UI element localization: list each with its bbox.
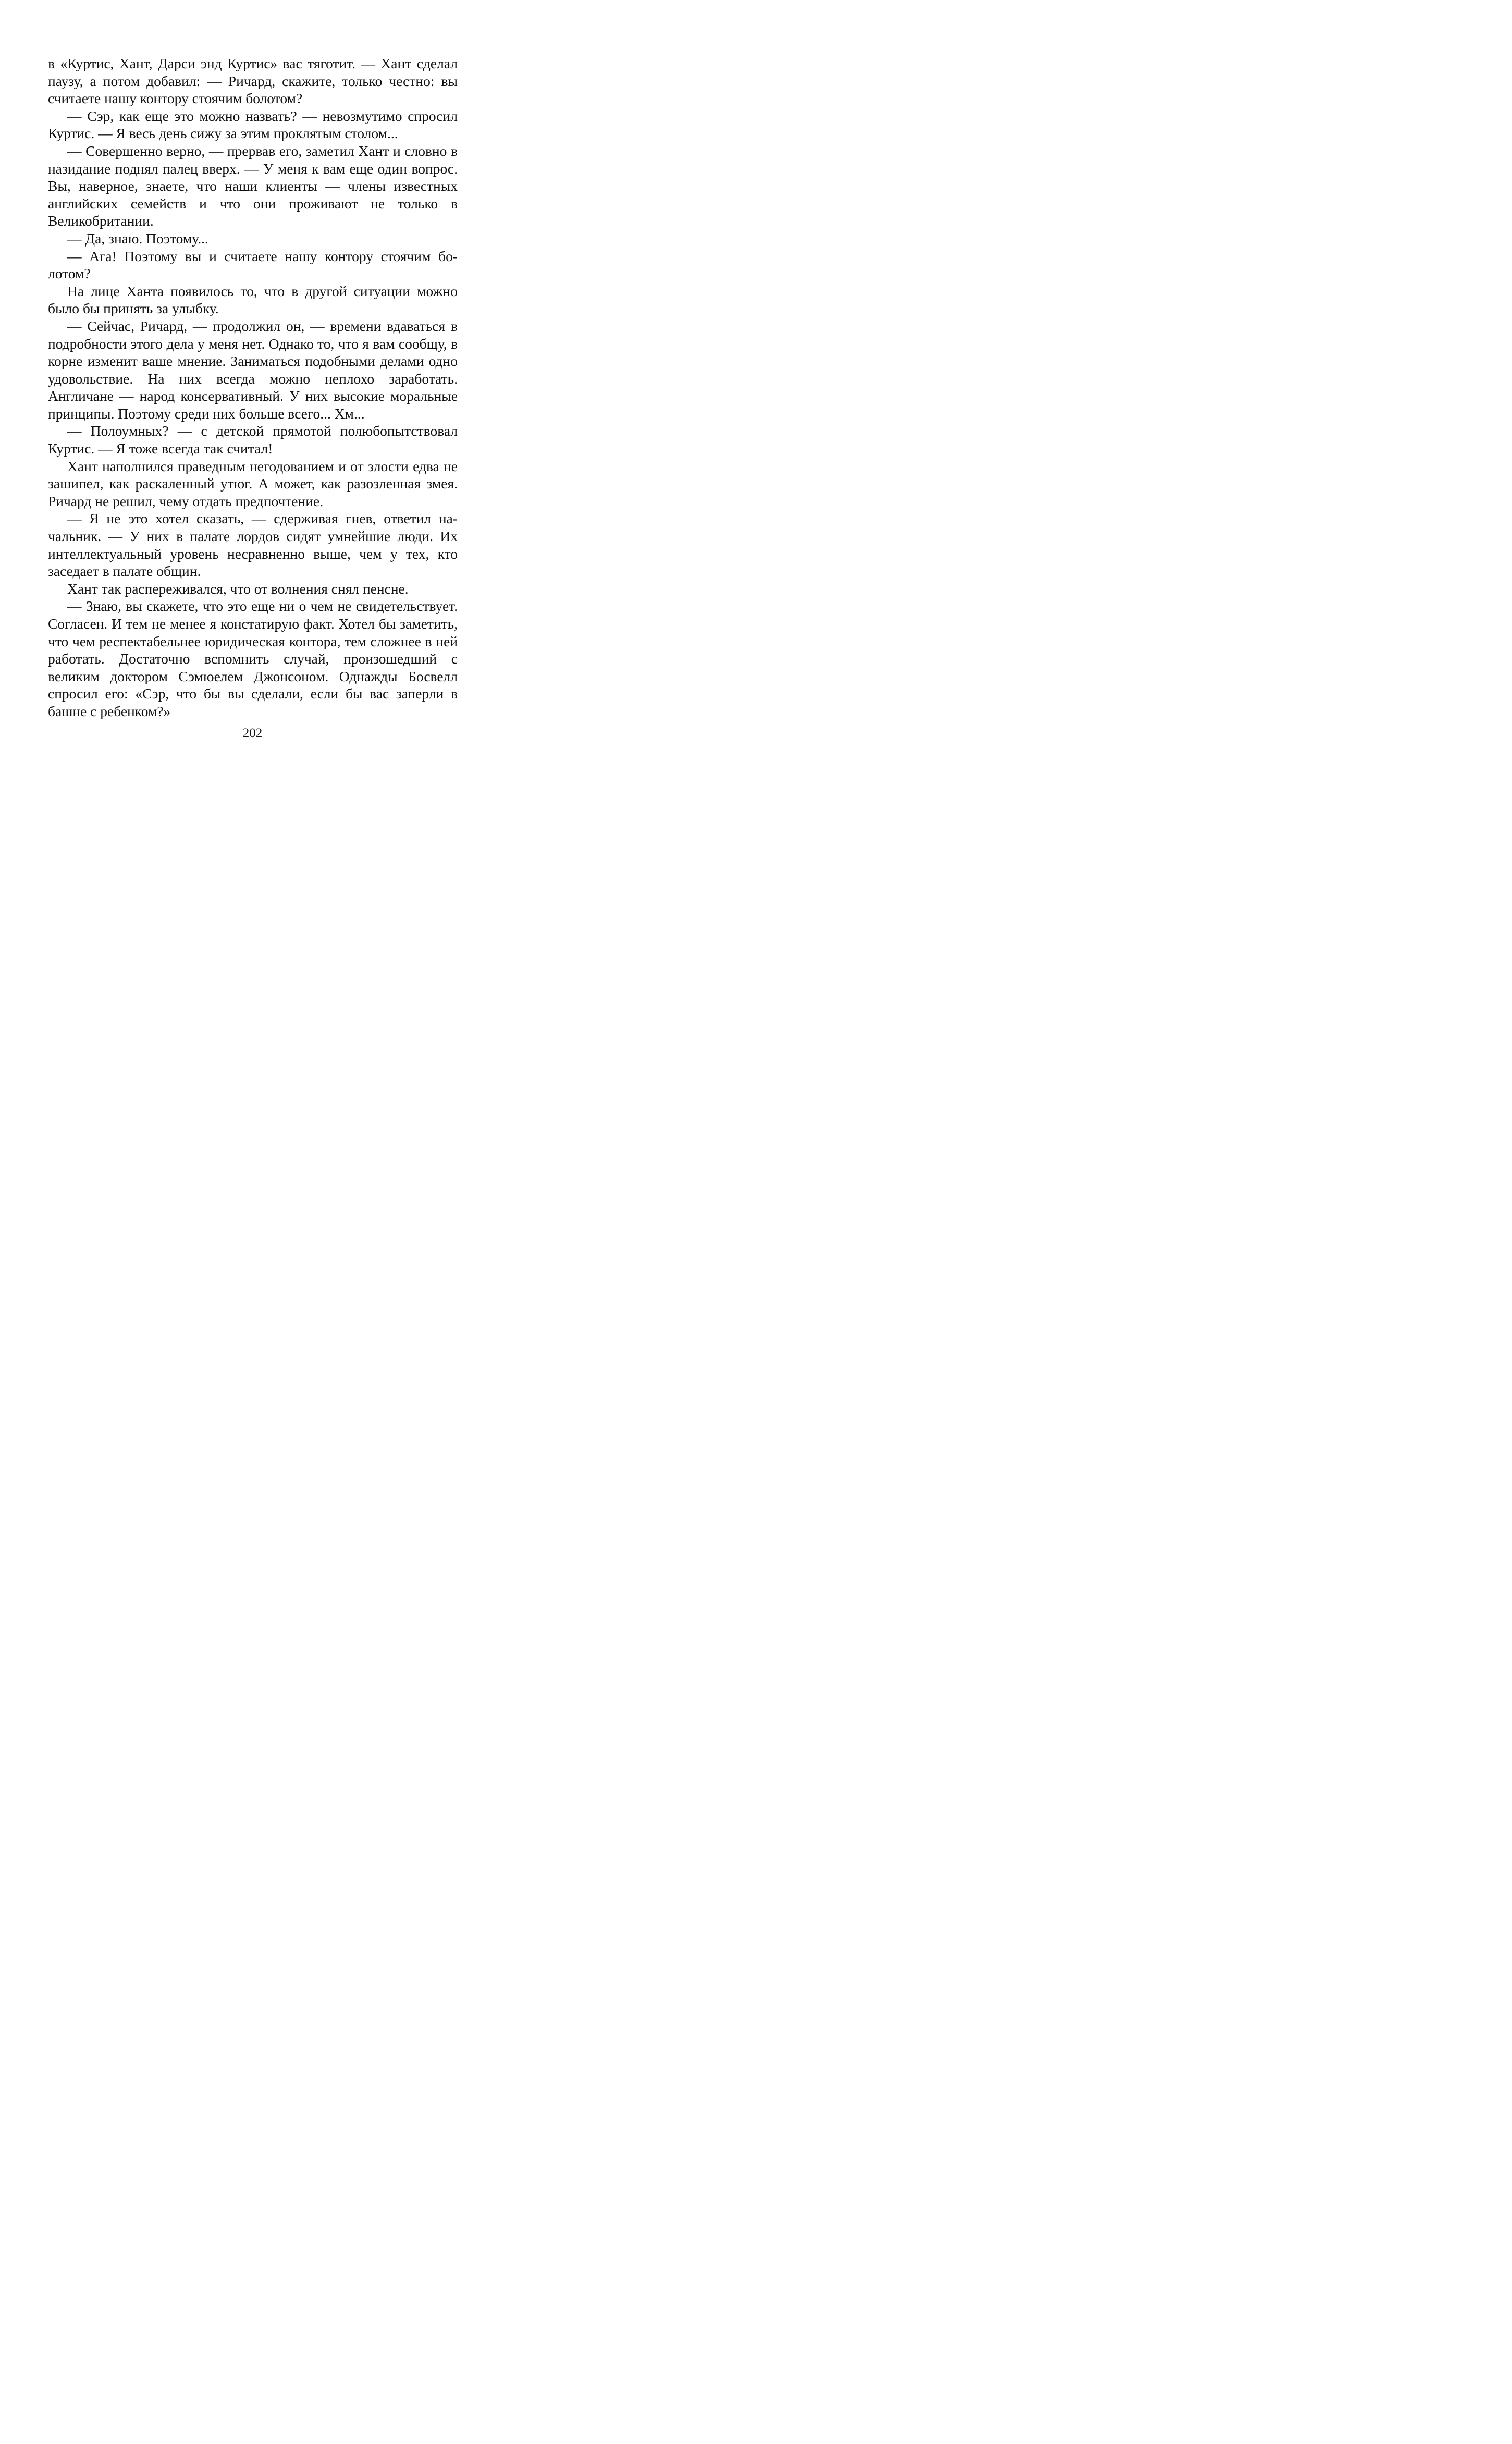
paragraph: — Ага! Поэтому вы и считаете нашу контору стоячим болотом? xyxy=(48,248,458,282)
paragraph: — Совершенно верно, — прервав его, заметил Хант и словно в назидание поднял палец вверх. — У меня к вам еще один вопрос. Вы, наверное, знаете, что наши клиенты — члены известных английских семейств и что они проживают не только в Великобритании. xyxy=(48,142,458,229)
paragraph: Хант наполнился праведным негодованием и от злости едва не зашипел, как раскаленный утюг. А может, как разозленная змея. Ричард не решил, чему отдать предпочтение. xyxy=(48,458,458,509)
book-page xyxy=(0,0,505,816)
paragraph: — Я не это хотел сказать, — сдерживая гнев, ответил начальник. — У них в палате лордов сидят умнейшие люди. Их интеллектуальный уровень несравненно выше, чем у тех, кто заседает в палате общин. xyxy=(48,510,458,580)
paragraph: — Сэр, как еще это можно назвать? — невозмутимо спросил Куртис. — Я весь день сижу за этим проклятым столом... xyxy=(48,107,458,142)
page-number: 202 xyxy=(242,726,263,740)
paragraph: в «Куртис, Хант, Дарси энд Куртис» вас тяготит. — Хант сделал паузу, а потом добавил: — Ричард, скажите, только честно: вы считаете нашу контору стоячим болотом? xyxy=(48,55,458,107)
paragraph: На лице Ханта появилось то, что в другой ситуации можно было бы принять за улыбку. xyxy=(48,283,458,317)
paragraph: — Полоумных? — с детской прямотой полюбопытствовал Куртис. — Я тоже всегда так считал! xyxy=(48,423,458,457)
paragraph: — Сейчас, Ричард, — продолжил он, — времени вдаваться в подробности этого дела у меня нет. Однако то, что я вам сообщу, в корне изменит ваше мнение. Заниматься подобными делами одно удовольствие. На них всегда можно неплохо заработать. Англичане — народ консервативный. У них высокие моральные принципы. Поэтому среди них больше всего... Хм... xyxy=(48,317,458,422)
paragraph: — Знаю, вы скажете, что это еще ни о чем не свидетельствует. Согласен. И тем не менее я констатирую факт. Хотел бы заметить, что чем респектабельнее юридическая контора, тем сложнее в ней работать. Достаточно вспомнить случай, произошедший с великим доктором Сэмюелем Джонсоном. Однажды Босвелл спросил его: «Сэр, что бы вы сделали, если бы вас заперли в башне с ребенком?» xyxy=(48,598,458,719)
paragraph: Хант так распереживался, что от волнения снял пенсне. xyxy=(67,580,409,597)
paragraph: — Да, знаю. Поэтому... xyxy=(67,230,208,247)
body-text xyxy=(48,55,458,720)
